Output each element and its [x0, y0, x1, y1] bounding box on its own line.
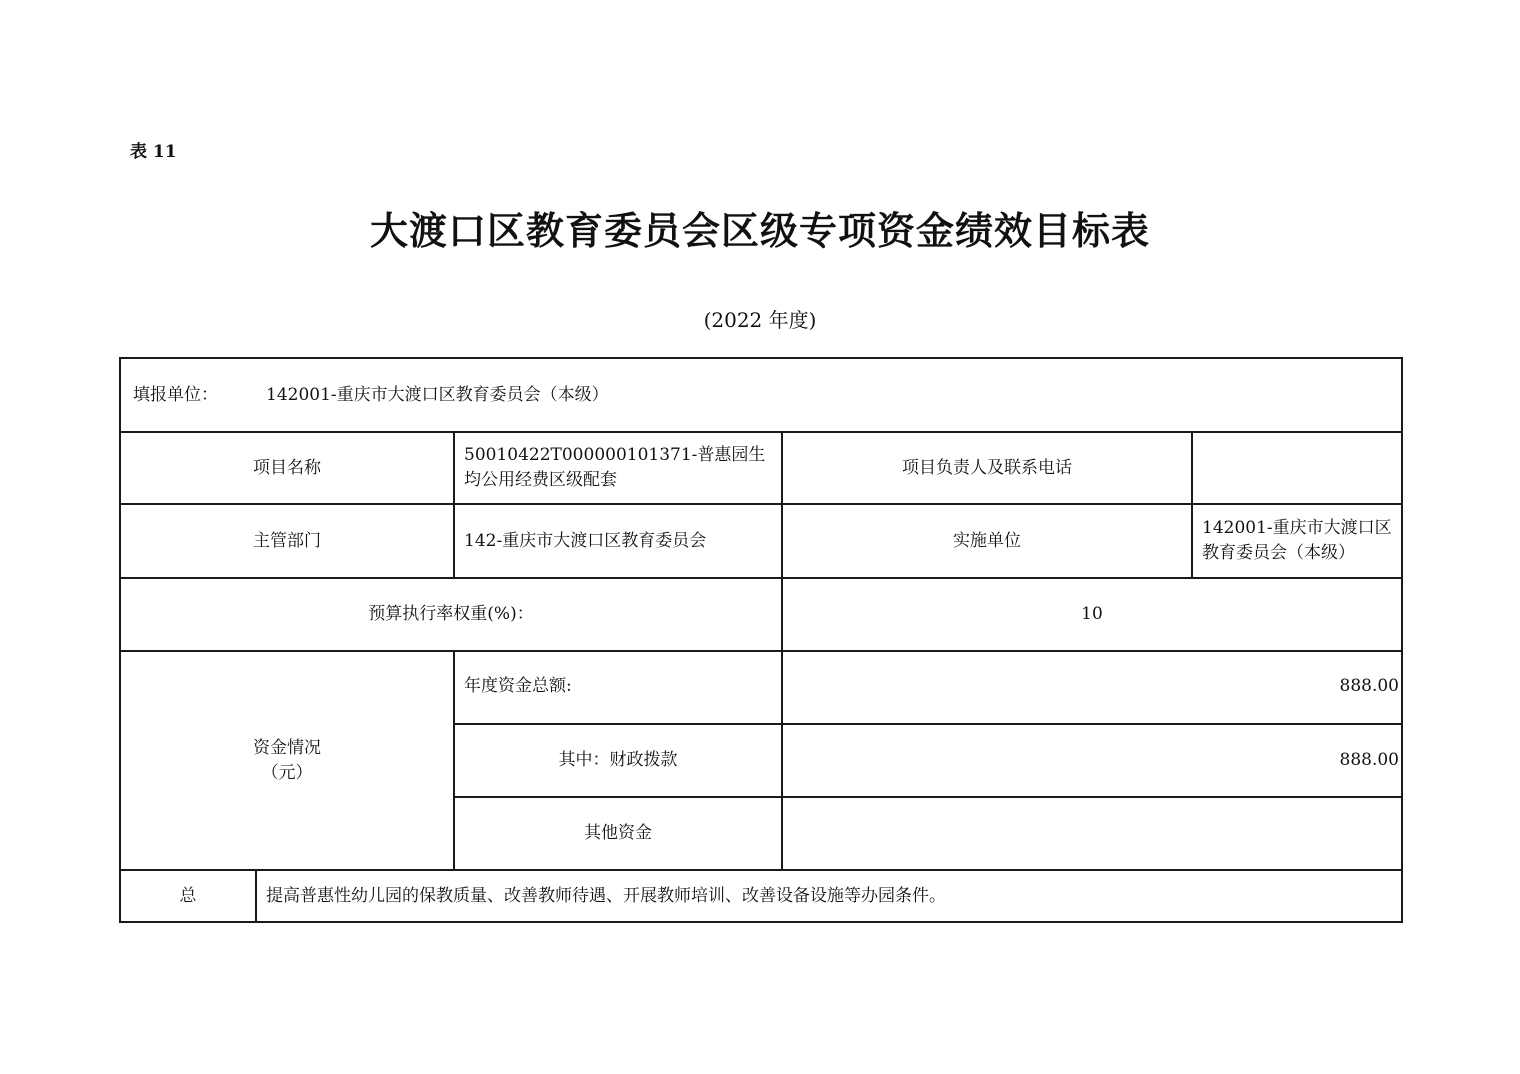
overall-goal-label: 总	[119, 869, 257, 923]
filler-unit-label: 填报单位：	[133, 384, 218, 405]
impl-unit-label: 实施单位	[781, 503, 1193, 579]
funds-label	[119, 650, 455, 871]
annual-total-value: 888.00	[781, 650, 1403, 725]
fiscal-allocation-value: 888.00	[781, 723, 1403, 798]
filler-unit-value: 142001-重庆市大渡口区教育委员会（本级）	[266, 384, 609, 405]
project-contact-label: 项目负责人及联系电话	[781, 431, 1193, 505]
project-name-label: 项目名称	[119, 431, 455, 505]
project-name-value: 50010422T000000101371-普惠园生均公用经费区级配套	[453, 431, 783, 505]
page-title: 大渡口区教育委员会区级专项资金绩效目标表	[369, 208, 1150, 253]
impl-unit-value: 142001-重庆市大渡口区教育委员会（本级）	[1191, 503, 1403, 579]
page-subtitle: (2022 年度)	[703, 308, 817, 332]
annual-total-label: 年度资金总额:	[453, 650, 783, 725]
filler-unit-row	[119, 357, 1403, 433]
other-funds-value	[781, 796, 1403, 871]
dept-value: 142-重庆市大渡口区教育委员会	[453, 503, 783, 579]
table-number-label: 表 11	[130, 142, 177, 162]
project-contact-value	[1191, 431, 1403, 505]
overall-goal-value: 提高普惠性幼儿园的保教质量、改善教师待遇、开展教师培训、改善设备设施等办园条件。	[255, 869, 1403, 923]
budget-weight-label: 预算执行率权重(%)：	[119, 577, 783, 652]
funds-label-unit: （元）	[261, 762, 313, 783]
dept-label: 主管部门	[119, 503, 455, 579]
other-funds-label: 其他资金	[453, 796, 783, 871]
budget-weight-value: 10	[781, 577, 1403, 652]
fiscal-allocation-label: 其中：财政拨款	[453, 723, 783, 798]
funds-label-main: 资金情况	[253, 737, 321, 758]
